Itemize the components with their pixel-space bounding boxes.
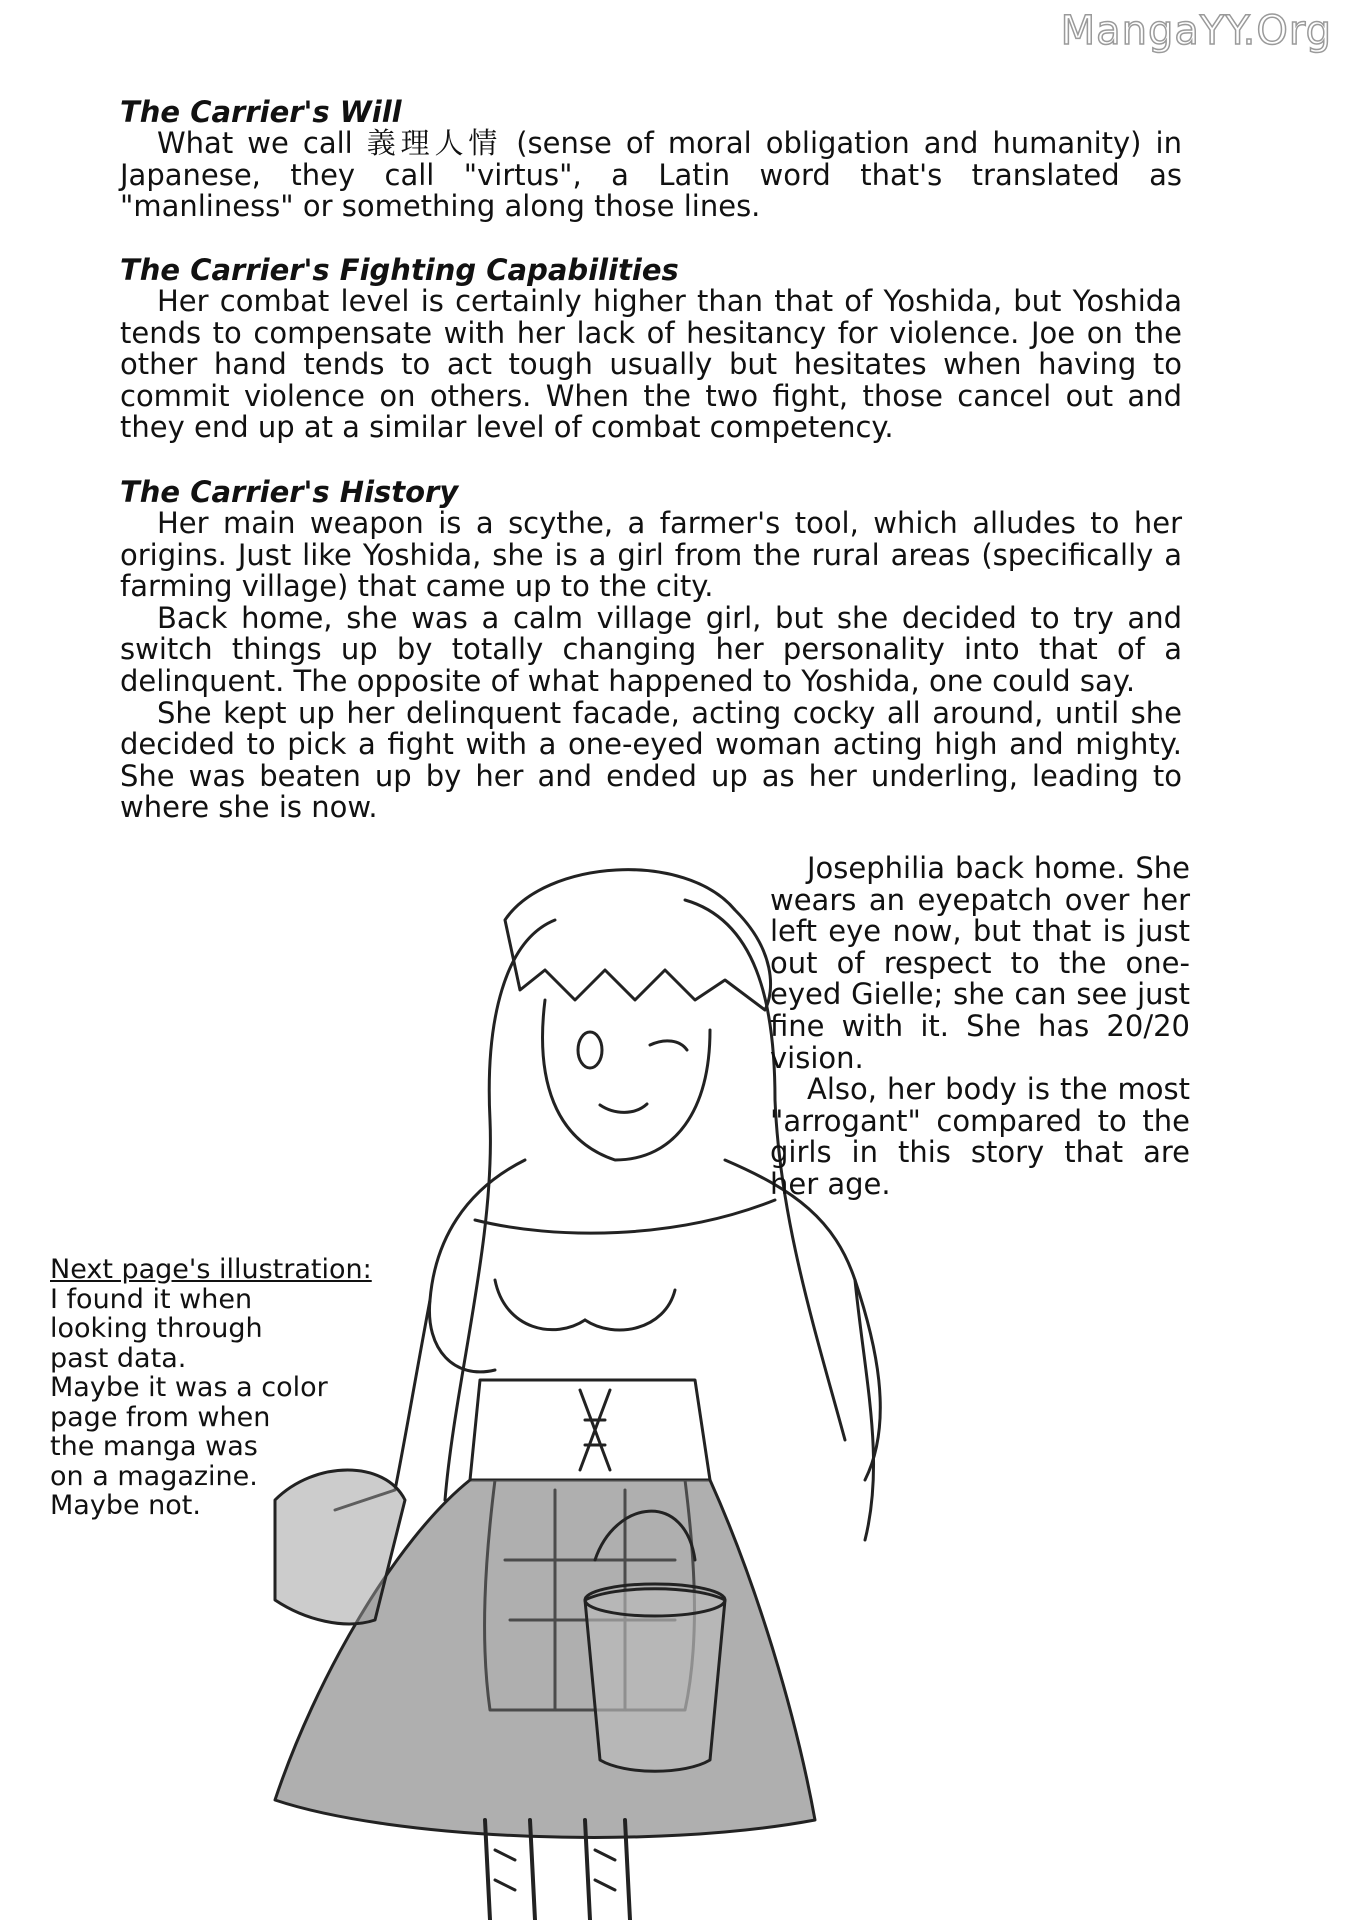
- section-fighting-capabilities: [120, 254, 1182, 444]
- face: [543, 1000, 710, 1160]
- side-note-paragraph: Also, her body is the most "arrogant" compared to the girls in this story that are her age.: [770, 1072, 1190, 1201]
- section-paragraph: Her main weapon is a scythe, a farmer's tool, which alludes to her origins. Just like Yoshida, she is a girl from the rural areas (specifically a farming village) that came up to the city.: [120, 506, 1182, 604]
- bonnet: [505, 870, 771, 1010]
- left-note-line: page from when: [50, 1401, 271, 1433]
- section-heading: The Carrier's Will: [120, 95, 402, 129]
- section-carriers-will: [120, 96, 1182, 223]
- left-note-line: looking through: [50, 1313, 263, 1344]
- section-paragraph: Her combat level is certainly higher than that of Yoshida, but Yoshida tends to compensate with her lack of hesitancy for violence. Joe on the other hand tends to act tough usually but hesitates when having to commit violence on others. When the two fight, those cancel out and they end up at a similar level of combat competency.: [120, 284, 1182, 445]
- closed-eye: [650, 1041, 687, 1050]
- left-note-line: I found it when: [50, 1283, 253, 1315]
- neckline: [475, 1200, 775, 1233]
- watermark: MangaYY.Org: [1060, 8, 1332, 54]
- open-eye: [578, 1032, 602, 1068]
- smile: [600, 1104, 647, 1112]
- section-history: [120, 476, 1182, 824]
- section-paragraph: What we call 義理人情 (sense of moral obligation and humanity) in Japanese, they call "virtus", a Latin word that's translated as "manliness" or something along those lines.: [120, 126, 1182, 224]
- left-note-line: Maybe not.: [50, 1490, 201, 1521]
- side-note-paragraph: Josephilia back home. She wears an eyepatch over her left eye now, but that is just out of respect to the one-eyed Gielle; she can see just fine with it. She has 20/20 vision.: [770, 851, 1190, 1075]
- side-note: [770, 853, 1190, 1201]
- left-note-line: on a magazine.: [50, 1460, 258, 1492]
- left-note-line: the manga was: [50, 1431, 258, 1462]
- left-note: [50, 1255, 410, 1521]
- corset: [470, 1380, 710, 1480]
- left-note-line: Maybe it was a color: [50, 1372, 328, 1403]
- section-heading: The Carrier's History: [120, 475, 459, 509]
- section-paragraph: Back home, she was a calm village girl, but she decided to try and switch things up by totally changing her personality into that of a delinquent. The opposite of what happened to Yoshida, one could say.: [120, 600, 1182, 698]
- left-note-caption: Next page's illustration:: [50, 1254, 372, 1285]
- left-note-line: past data.: [50, 1342, 187, 1374]
- section-heading: The Carrier's Fighting Capabilities: [120, 253, 679, 287]
- section-paragraph: She kept up her delinquent facade, acting cocky all around, until she decided to pick a fight with a one-eyed woman acting high and mighty. She was beaten up by her and ended up as her underling, leading to where she is now.: [120, 695, 1182, 825]
